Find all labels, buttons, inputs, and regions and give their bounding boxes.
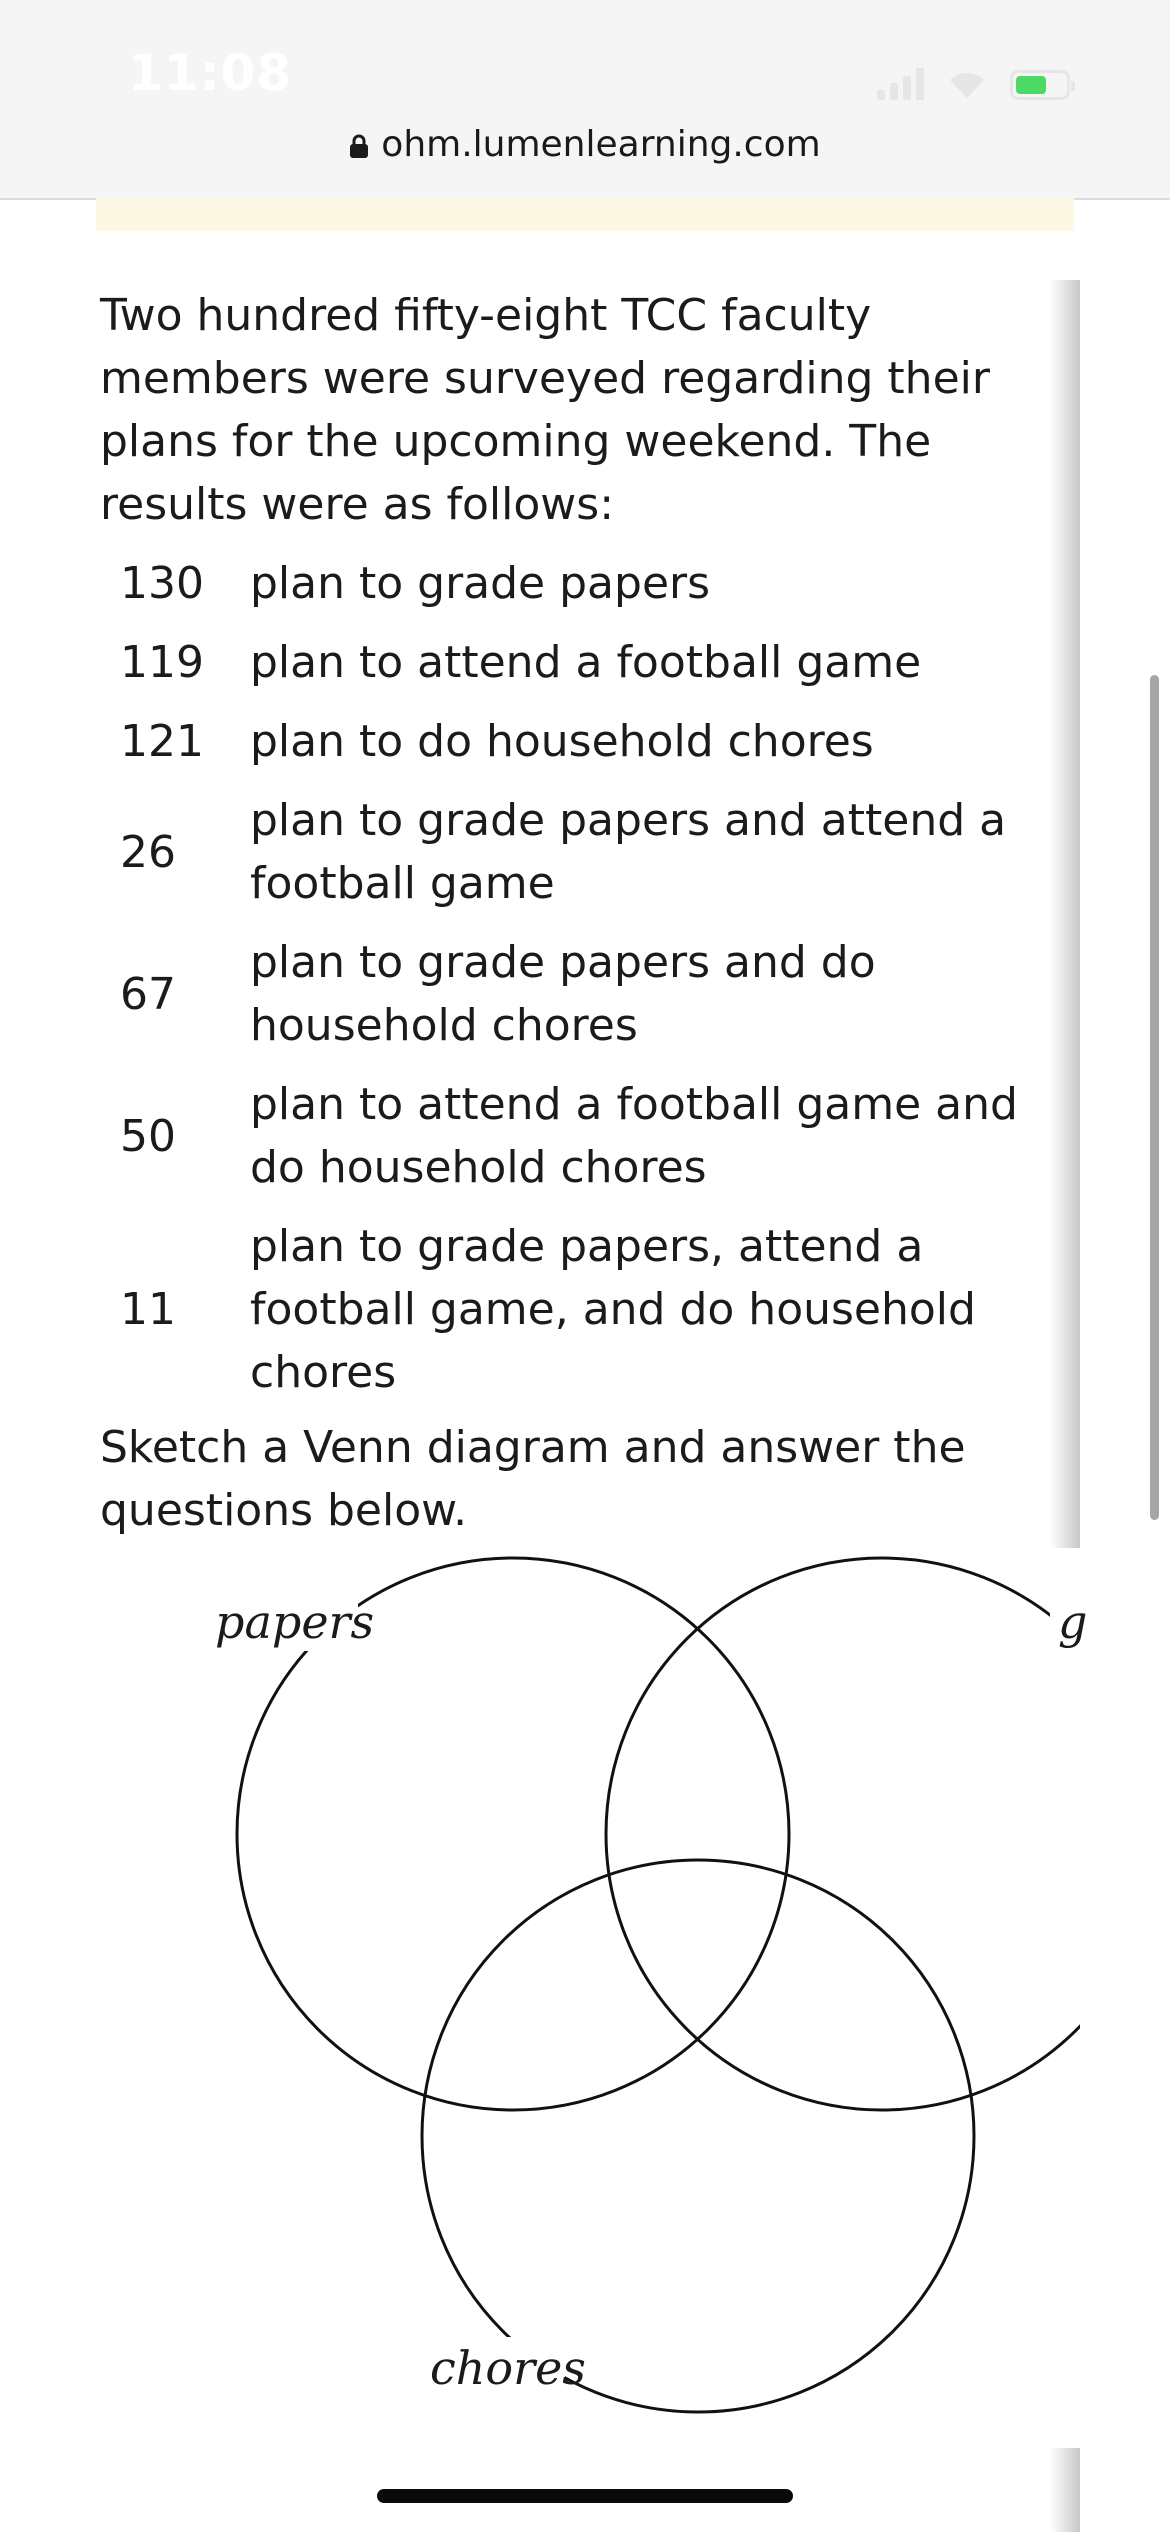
scrollbar[interactable]	[1150, 675, 1159, 1520]
item-count: 50	[120, 1110, 176, 1162]
wifi-icon	[946, 68, 988, 100]
url-text: ohm.lumenlearning.com	[381, 124, 821, 165]
table-row	[100, 702, 1050, 781]
item-count: 121	[120, 716, 204, 767]
item-count: 119	[120, 637, 204, 688]
table-row	[100, 623, 1050, 702]
table-row	[100, 1207, 1050, 1412]
venn-label-papers: papers	[215, 1595, 375, 1649]
item-count: 26	[120, 826, 176, 878]
venn-label-chores: chores	[430, 2341, 586, 2395]
item-count: 11	[120, 1284, 176, 1335]
table-row	[100, 1065, 1050, 1207]
cellular-signal-icon	[877, 66, 924, 100]
notice-banner	[96, 198, 1074, 231]
item-text: plan to grade papers and attend a football game	[250, 795, 1007, 909]
venn-label-game: g	[1058, 1595, 1088, 1649]
home-indicator[interactable]	[377, 2489, 793, 2503]
venn-diagram-svg	[0, 1540, 1088, 2440]
question-instructions: Sketch a Venn diagram and answer the questions below.	[100, 1422, 966, 1536]
lock-icon	[349, 134, 369, 158]
item-count: 130	[120, 558, 204, 609]
venn-diagram	[0, 1540, 1088, 2440]
status-time: 11:08	[128, 44, 293, 102]
item-text: plan to attend a football game and do household chores	[250, 1079, 1018, 1193]
address-bar[interactable]	[0, 124, 1170, 165]
table-row	[100, 544, 1050, 623]
status-icons	[877, 56, 1070, 100]
item-text: plan to grade papers, attend a football game, and do household chores	[250, 1221, 976, 1398]
browser-top-bar	[0, 0, 1170, 200]
item-count: 67	[120, 968, 176, 1020]
venn-circle-chores	[422, 1860, 974, 2412]
table-row	[100, 781, 1050, 923]
frame-edge-shadow-bottom	[1050, 2448, 1080, 2532]
item-text: plan to grade papers	[250, 558, 711, 609]
question-intro: Two hundred fifty-eight TCC faculty members were surveyed regarding their plans for the upcoming weekend. The results were as follows:	[100, 290, 990, 530]
item-text: plan to do household chores	[250, 716, 874, 767]
frame-edge-shadow	[1050, 280, 1080, 1548]
item-text: plan to grade papers and do household chores	[250, 937, 876, 1051]
survey-results-table	[100, 544, 1050, 1412]
question-content	[100, 284, 1050, 1542]
item-text: plan to attend a football game	[250, 637, 922, 688]
table-row	[100, 923, 1050, 1065]
battery-icon	[1010, 70, 1070, 100]
